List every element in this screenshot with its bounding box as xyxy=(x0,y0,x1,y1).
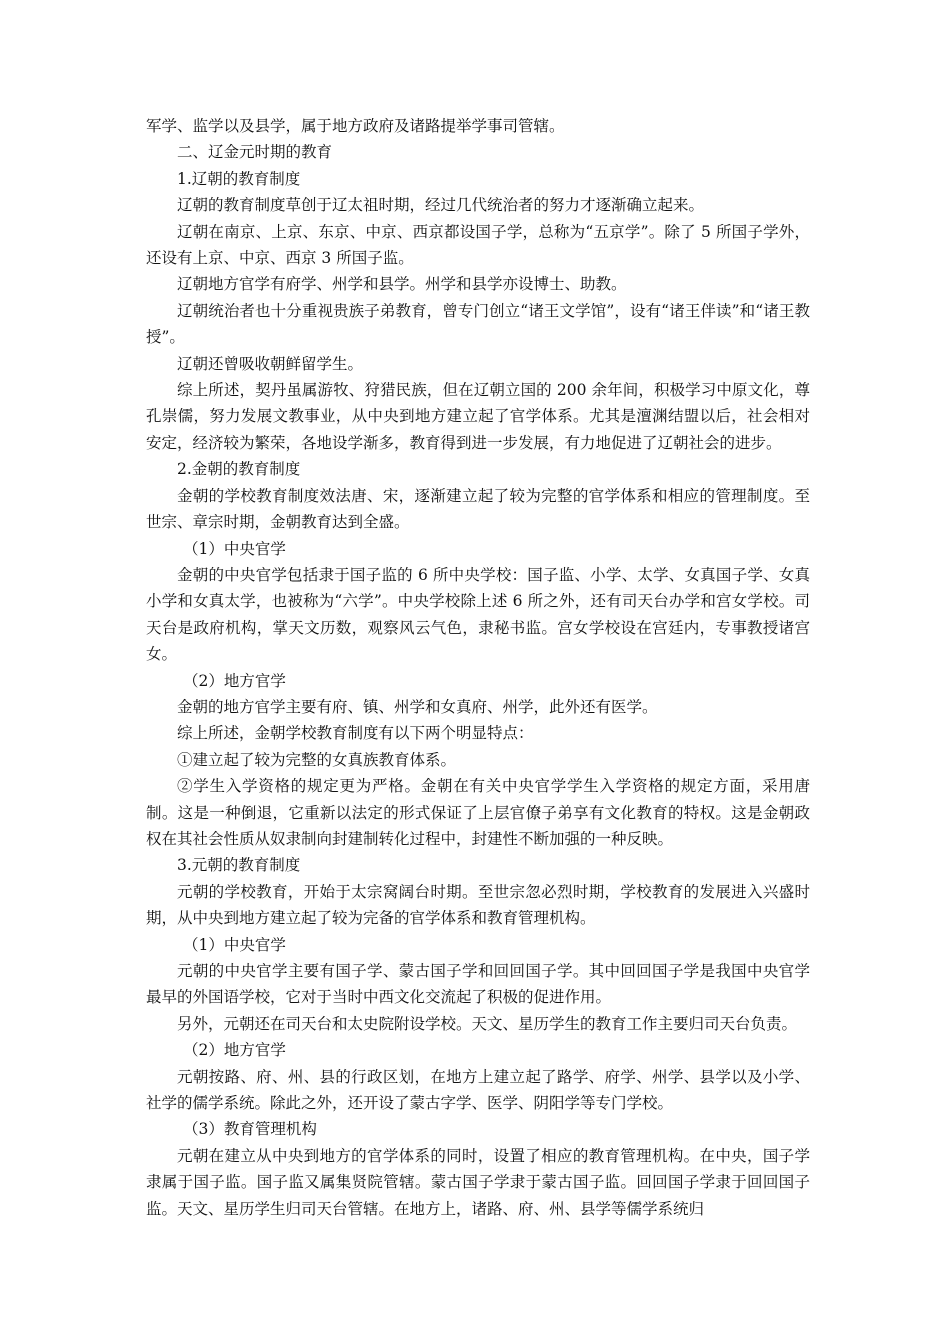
paragraph: 元朝按路、府、州、县的行政区划，在地方上建立起了路学、府学、州学、县学以及小学、社学的儒学系统。除此之外，还开设了蒙古字学、医学、阴阳学等专门学校。 xyxy=(146,1067,810,1113)
paragraph: 辽朝的教育制度草创于辽太祖时期，经过几代统治者的努力才逐渐确立起来。 xyxy=(177,196,705,215)
paragraph: 辽朝地方官学有府学、州学和县学。州学和县学亦设博士、助教。 xyxy=(177,275,627,294)
subheading: （1）中央官学 xyxy=(183,935,286,954)
paragraph: 辽朝在南京、上京、东京、中京、西京都设国子学，总称为“五京学”。除了 5 所国子学外，还设有上京、中京、西京 3 所国子监。 xyxy=(146,222,810,268)
paragraph: 军学、监学以及县学，属于地方政府及诸路提举学事司管辖。 xyxy=(146,117,565,135)
paragraph: 综上所述，金朝学校教育制度有以下两个明显特点： xyxy=(177,724,534,743)
paragraph: 金朝的学校教育制度效法唐、宋，逐渐建立起了较为完整的官学体系和相应的管理制度。至世宗、章宗时期，金朝教育达到全盛。 xyxy=(146,486,810,532)
paragraph: 综上所述，契丹虽属游牧、狩猎民族，但在辽朝立国的 200 余年间，积极学习中原文化，尊孔崇儒，努力发展文教事业，从中央到地方建立起了官学体系。尤其是澶渊结盟以后，社会相对安定，经济较为繁荣，各地设学渐多，教育得到进一步发展，有力地促进了辽朝社会的进步。 xyxy=(146,381,810,452)
subsection-heading: 2.金朝的教育制度 xyxy=(177,460,301,479)
paragraph: 辽朝统治者也十分重视贵族子弟教育，曾专门创立“诸王文学馆”，设有“诸王伴读”和“诸王教授”。 xyxy=(146,301,810,347)
list-item: ②学生入学资格的规定更为严格。金朝在有关中央官学学生入学资格的规定方面，采用唐制。这是一种倒退，它重新以法定的形式保证了上层官僚子弟享有文化教育的特权。这是金朝政权在其社会性质从奴隶制向封建制转化过程中，封建性不断加强的一种反映。 xyxy=(146,777,810,848)
paragraph: 辽朝还曾吸收朝鲜留学生。 xyxy=(177,354,364,373)
paragraph: 元朝的学校教育，开始于太宗窝阔台时期。至世宗忽必烈时期，学校教育的发展进入兴盛时期，从中央到地方建立起了较为完备的官学体系和教育管理机构。 xyxy=(146,882,810,928)
subheading: （3）教育管理机构 xyxy=(183,1120,317,1139)
list-item: ①建立起了较为完整的女真族教育体系。 xyxy=(177,750,457,769)
paragraph: 金朝的地方官学主要有府、镇、州学和女真府、州学，此外还有医学。 xyxy=(177,697,658,716)
document-body xyxy=(146,113,810,1222)
subsection-heading: 1.辽朝的教育制度 xyxy=(177,169,301,188)
paragraph: 元朝的中央官学主要有国子学、蒙古国子学和回回国子学。其中回回国子学是我国中央官学最早的外国语学校，它对于当时中西文化交流起了积极的促进作用。 xyxy=(146,962,810,1007)
subheading: （2）地方官学 xyxy=(183,1041,286,1060)
subheading: （1）中央官学 xyxy=(183,539,286,558)
paragraph: 金朝的中央官学包括隶于国子监的 6 所中央学校：国子监、小学、太学、女真国子学、女真小学和女真太学，也被称为“六学”。中央学校除上述 6 所之外，还有司天台办学和宫女学校。司天台是政府机构，掌天文历数，观察风云气色，隶秘书监。宫女学校设在宫廷内，专事教授诸宫女。 xyxy=(146,565,810,664)
section-heading: 二、辽金元时期的教育 xyxy=(177,143,333,162)
paragraph: 元朝在建立从中央到地方的官学体系的同时，设置了相应的教育管理机构。在中央，国子学隶属于国子监。国子监又属集贤院管辖。蒙古国子学隶于蒙古国子监。回回国子学隶于回回国子监。天文、星历学生归司天台管辖。在地方上，诸路、府、州、县学等儒学系统归 xyxy=(146,1146,810,1218)
paragraph: 另外，元朝还在司天台和太史院附设学校。天文、星历学生的教育工作主要归司天台负责。 xyxy=(177,1014,798,1033)
subheading: （2）地方官学 xyxy=(183,671,286,690)
subsection-heading: 3.元朝的教育制度 xyxy=(177,856,301,875)
